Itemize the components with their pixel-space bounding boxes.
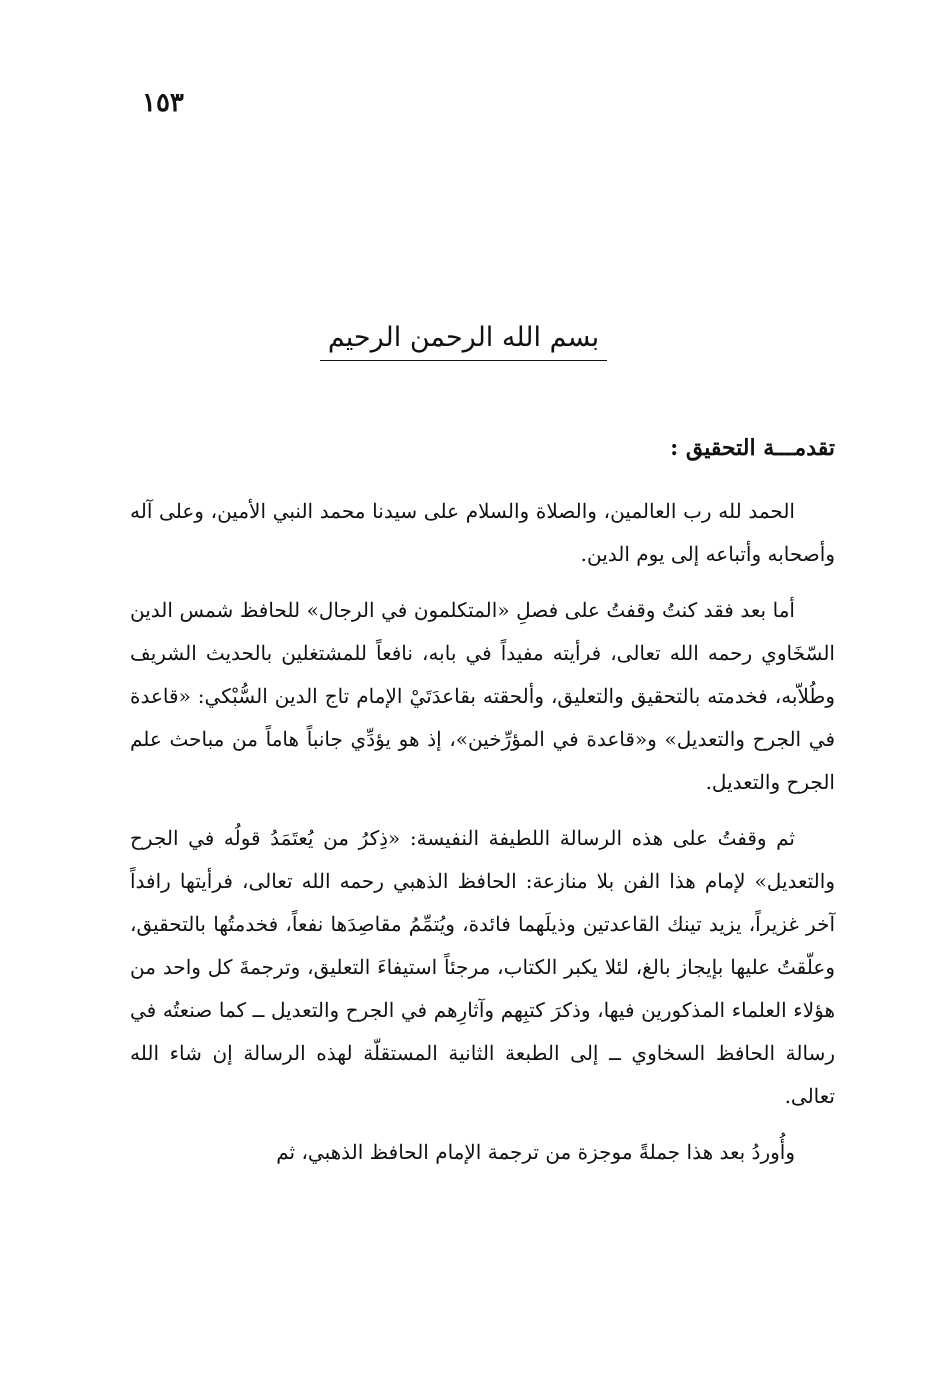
basmala-text: بسم الله الرحمن الرحيم [320, 318, 607, 361]
paragraph: أما بعد فقد كنتُ وقفتُ على فصلِ «المتكلمون في الرجال» للحافظ شمس الدين السّخَاوي رحمه الله تعالى، فرأيته مفيداً في بابه، نافعاً للمشتغلين بالحديث الشريف وطُلاّبه، فخدمته بالتحقيق والتعليق، وألحقته بقاعدَتَيْ الإمام تاج الدين السُّبْكي: «قاعدة في الجرح والتعديل» و«قاعدة في المؤرِّخين»، إذ هو يؤدِّي جانباً هاماً من مباحث علم الجرح والتعديل. [130, 598, 835, 794]
basmala [0, 318, 927, 361]
page-number: ١٥٣ [142, 88, 184, 118]
paragraph: الحمد لله رب العالمين، والصلاة والسلام على سيدنا محمد النبي الأمين، وعلى آله وأصحابه وأتباعه إلى يوم الدين. [130, 499, 835, 566]
paragraph: وأُوردُ بعد هذا جملةً موجزة من ترجمة الإمام الحافظ الذهبي، ثم [276, 1140, 795, 1164]
section-heading: تقدمـــة التحقيق : [670, 435, 835, 461]
text-body [130, 490, 835, 1174]
paragraph: ثم وقفتُ على هذه الرسالة اللطيفة النفيسة: «ذِكرُ من يُعتَمَدُ قولُه في الجرح والتعديل» لإمام هذا الفن بلا منازعة: الحافظ الذهبي رحمه الله تعالى، فرأيتها رافداً آخر غزيراً، يزيد تينك القاعدتين وذيلَهما فائدة، ويُتمِّمُ مقاصِدَها نفعاً، فخدمتُها بالتحقيق، وعلّقتُ عليها بإيجاز بالغ، لئلا يكبر الكتاب، مرجئاً استيفاءَ التعليق، وترجمةَ كل واحد من هؤلاء العلماء المذكورين فيها، وذكرَ كتبِهم وآثارِهم في الجرح والتعديل ــ كما صنعتُه في رسالة الحافظ السخاوي ــ إلى الطبعة الثانية المستقلّة لهذه الرسالة إن شاء الله تعالى. [130, 826, 836, 1108]
